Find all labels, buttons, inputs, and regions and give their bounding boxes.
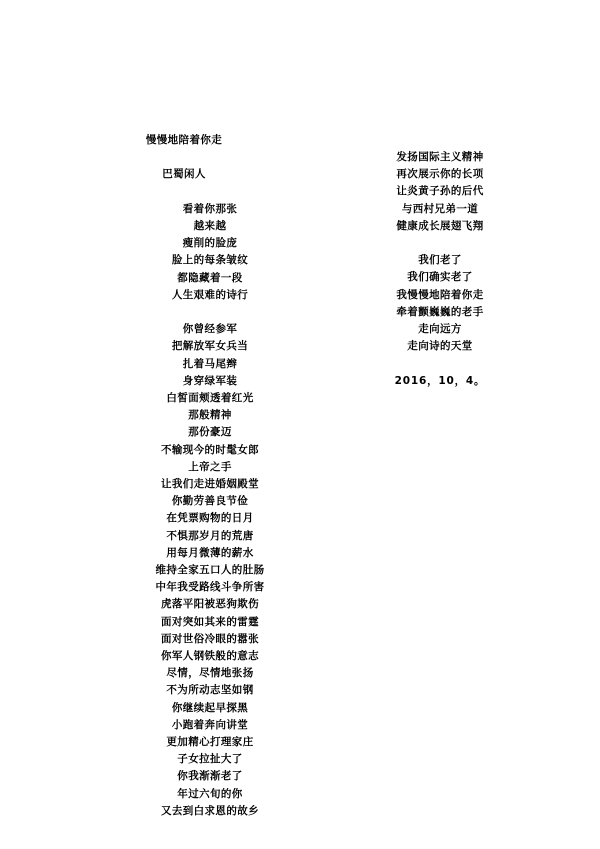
- poem-line: 我慢慢地陪着你走: [396, 288, 484, 301]
- poem-line-spacer: [320, 235, 560, 252]
- poem-line: 扎着马尾辫: [182, 357, 238, 370]
- poem-line: 看着你那张: [182, 202, 238, 215]
- poem-line: 我们确实老了: [407, 271, 473, 284]
- poem-line: 与西村兄弟一道: [401, 202, 479, 215]
- poem-line: 面对突如其来的雷霆: [160, 615, 260, 628]
- poem-line: 再次展示你的长项: [396, 168, 484, 181]
- poem-line: 年过六旬的你: [177, 787, 243, 800]
- poem-line: 尽情，尽情地张扬: [166, 667, 254, 680]
- poem-line: 更加精心打理家庄: [166, 736, 254, 749]
- poem-line: 面对世俗冷眼的嚣张: [160, 632, 260, 645]
- poem-line: 上帝之手: [188, 460, 232, 473]
- poem-line: 用每月微薄的薪水: [166, 546, 254, 559]
- poem-line: 脸上的每条皱纹: [171, 254, 249, 267]
- poem-line: 身穿绿军装: [182, 374, 238, 387]
- poem-line: 你军人钢铁般的意志: [160, 650, 260, 663]
- poem-line: 那般精神: [188, 409, 232, 422]
- poem-line: 不为所动志坚如钢: [166, 684, 254, 697]
- poem-column-right: [320, 149, 560, 390]
- poem-line: 瘦削的脸庞: [182, 237, 238, 250]
- poem-line: 人生艰难的诗行: [171, 288, 249, 301]
- poem-line: 中年我受路线斗争所害: [155, 581, 265, 594]
- poem-line: 虎落平阳被恶狗欺伤: [160, 598, 260, 611]
- poem-line: 在凭票购物的日月: [166, 512, 254, 525]
- poem-line: 小跑着奔向讲堂: [171, 718, 249, 731]
- poem-line: 越来越: [193, 219, 227, 232]
- poem-line: 不输现今的时髦女郎: [160, 443, 260, 456]
- poem-line: 走向远方: [418, 323, 462, 336]
- poem-line: 不惧那岁月的荒唐: [166, 529, 254, 542]
- poem-line: 走向诗的天堂: [407, 340, 473, 353]
- poem-line: 你我渐渐老了: [177, 770, 243, 783]
- poem-line: 维持全家五口人的肚肠: [155, 564, 265, 577]
- poem-line: 你继续起早探黑: [171, 701, 249, 714]
- poem-author: 巴蜀闲人: [162, 168, 206, 181]
- poem-line: 白皙面颊透着红光: [166, 392, 254, 404]
- poem-title: 慢慢地陪着你走: [145, 134, 223, 146]
- poem-line: 把解放军女兵当: [171, 340, 249, 353]
- poem-line: 又去到白求恩的故乡: [160, 804, 260, 817]
- poem-line: 健康成长展翅飞翔: [396, 219, 484, 232]
- poem-date: 2016，10，4。: [394, 374, 486, 387]
- poem-line: 你勤劳善良节俭: [171, 495, 249, 508]
- poem-line: 牵着颤巍巍的老手: [396, 305, 484, 318]
- poem-line: 你曾经参军: [182, 323, 238, 336]
- poem-line: 我们老了: [418, 254, 462, 267]
- poem-line: 子女拉扯大了: [177, 753, 243, 766]
- poem-line: 让我们走进婚姻殿堂: [160, 478, 260, 491]
- poem-line: 让炎黄子孙的后代: [396, 185, 484, 198]
- poem-line: 都隐藏着一段: [177, 271, 243, 284]
- poem-line: 发扬国际主义精神: [396, 151, 484, 163]
- poem-line: 那份豪迈: [188, 426, 232, 439]
- poem-line-spacer: [320, 355, 560, 372]
